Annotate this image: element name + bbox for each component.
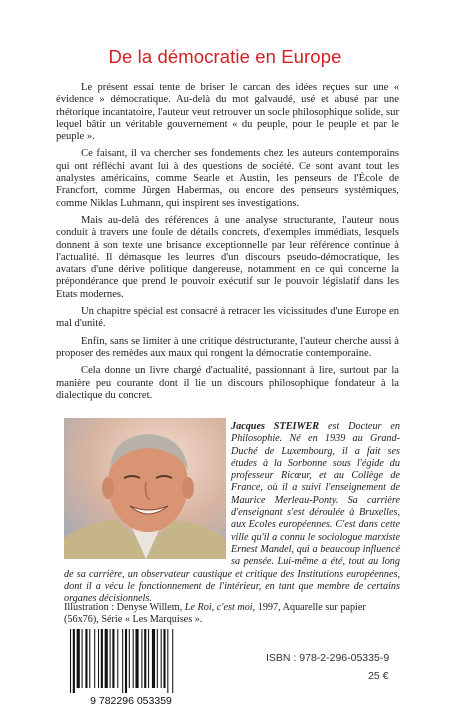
barcode-bar (157, 629, 158, 688)
barcode-bar (152, 629, 155, 688)
barcode-bar (101, 629, 103, 688)
barcode-bar (105, 629, 108, 688)
summary-paragraph: Cela donne un livre chargé d'actualité, passionnant à lire, surtout par la manière peu courante dont il lie un discours philosophique fondateur à la dialectique du concret. (56, 365, 399, 401)
barcode-bar (112, 629, 114, 688)
barcode-bar (125, 629, 127, 693)
summary-paragraph: Ce faisant, il va chercher ses fondements chez les auteurs contemporains qui ont réfléchi avant lui à des questions de société. Ce sont avant tout les analystes américains, comme Searle et Austin, les penseurs de l'École de Francfort, comme Jürgen Habermas, ou encore des penseurs systémiques, comme Niklas Luhmann, qui inspirent ses investigations. (56, 148, 399, 209)
barcode-digits: 9 782296 053359 (90, 695, 172, 707)
summary-paragraph: Un chapitre spécial est consacré à retracer les vicissitudes d'une Europe en mal d'unité. (56, 306, 399, 330)
barcode-bar (94, 629, 95, 688)
barcode-bar (133, 629, 134, 688)
credit-prefix: Illustration : Denyse Willem, (64, 602, 185, 613)
barcode-bar (122, 629, 123, 693)
barcode-bar (70, 629, 71, 693)
summary-paragraph: Enfin, sans se limiter à une critique déstructurante, l'auteur cherche aussi à proposer des remèdes aux maux qui rongent la démocratie contemporaine. (56, 335, 399, 359)
barcode-bar (161, 629, 162, 688)
author-bio (64, 421, 400, 605)
isbn: ISBN : 978-2-296-05335-9 (266, 652, 390, 664)
barcode-bar (89, 629, 90, 688)
photo-spacer (64, 421, 231, 559)
barcode (56, 627, 206, 707)
barcode-bar (172, 629, 173, 693)
barcode-bar (110, 629, 111, 688)
book-title: De la démocratie en Europe (108, 46, 342, 67)
barcode-bar (117, 629, 118, 688)
summary-text (56, 82, 399, 407)
barcode-bar (129, 629, 130, 688)
summary-paragraph: Mais au-delà des références à une analyse structurante, l'auteur nous conduit à travers une foule de détails concrets, d'exemples immédiats, lesquels donnent à son texte une brisance exceptionnelle par leur référence continue à l'actualité. Il démasque les leurres d'un discours pseudo-démocratique, les avatars d'une dérive politique dangereuse, notamment en ce qui concerne la prépondérance que prend le pouvoir exécutif sur le pouvoir législatif dans les Etats modernes. (56, 214, 399, 300)
illustration-credit (64, 602, 400, 627)
barcode-bar (135, 629, 138, 688)
author-name: Jacques STEIWER (231, 421, 320, 432)
credit-suffix: , 1997, Aquarelle sur papier (56x76), Série « Les Marquises ». (64, 602, 366, 626)
summary-paragraph: Le présent essai tente de briser le carcan des idées reçues sur une « évidence » démocratique. Au-delà du mot galvaudé, usé et abusé par une rhétorique incantatoire, l'auteur veut retrouver un socle philosophique solide, sur lequel bâtir un véritable gouvernement « du peuple, pour le peuple et par le peuple ». (56, 82, 399, 143)
barcode-bar (144, 629, 146, 688)
barcode-bar (77, 629, 80, 688)
barcode-bar (85, 629, 87, 688)
barcode-bar (98, 629, 99, 688)
credit-work-title: Le Roi, c'est moi (184, 602, 253, 613)
barcode-bar (73, 629, 75, 693)
barcode-bar (141, 629, 142, 688)
barcode-bar (163, 629, 165, 688)
price: 25 € (368, 670, 389, 682)
barcode-bar (82, 629, 83, 688)
barcode-bar (148, 629, 149, 688)
barcode-bar (167, 629, 168, 693)
author-bio-text: est Docteur en Philosophie. Né en 1939 au Grand-Duché de Luxembourg, il a fait ses études à la Sorbonne sous l'égide du professeur Ricœur, et au Collège de France, où il a suivi l'enseignement de Maurice Merleau-Ponty. Sa carrière d'enseignant s'est déroulée à Bruxelles, aux Ecoles européennes. C'est dans cette ville qu'il a connu le sociologue marxiste Ernest Mandel, qui a beaucoup influencé sa pensée. Lui-même a été, tout au long de sa carrière, un observateur caustique et critique des Institutions européennes, dont il a vécu le fonctionnement de l'intérieur, en tant que membre de certains organes décisionnels. (64, 421, 400, 605)
